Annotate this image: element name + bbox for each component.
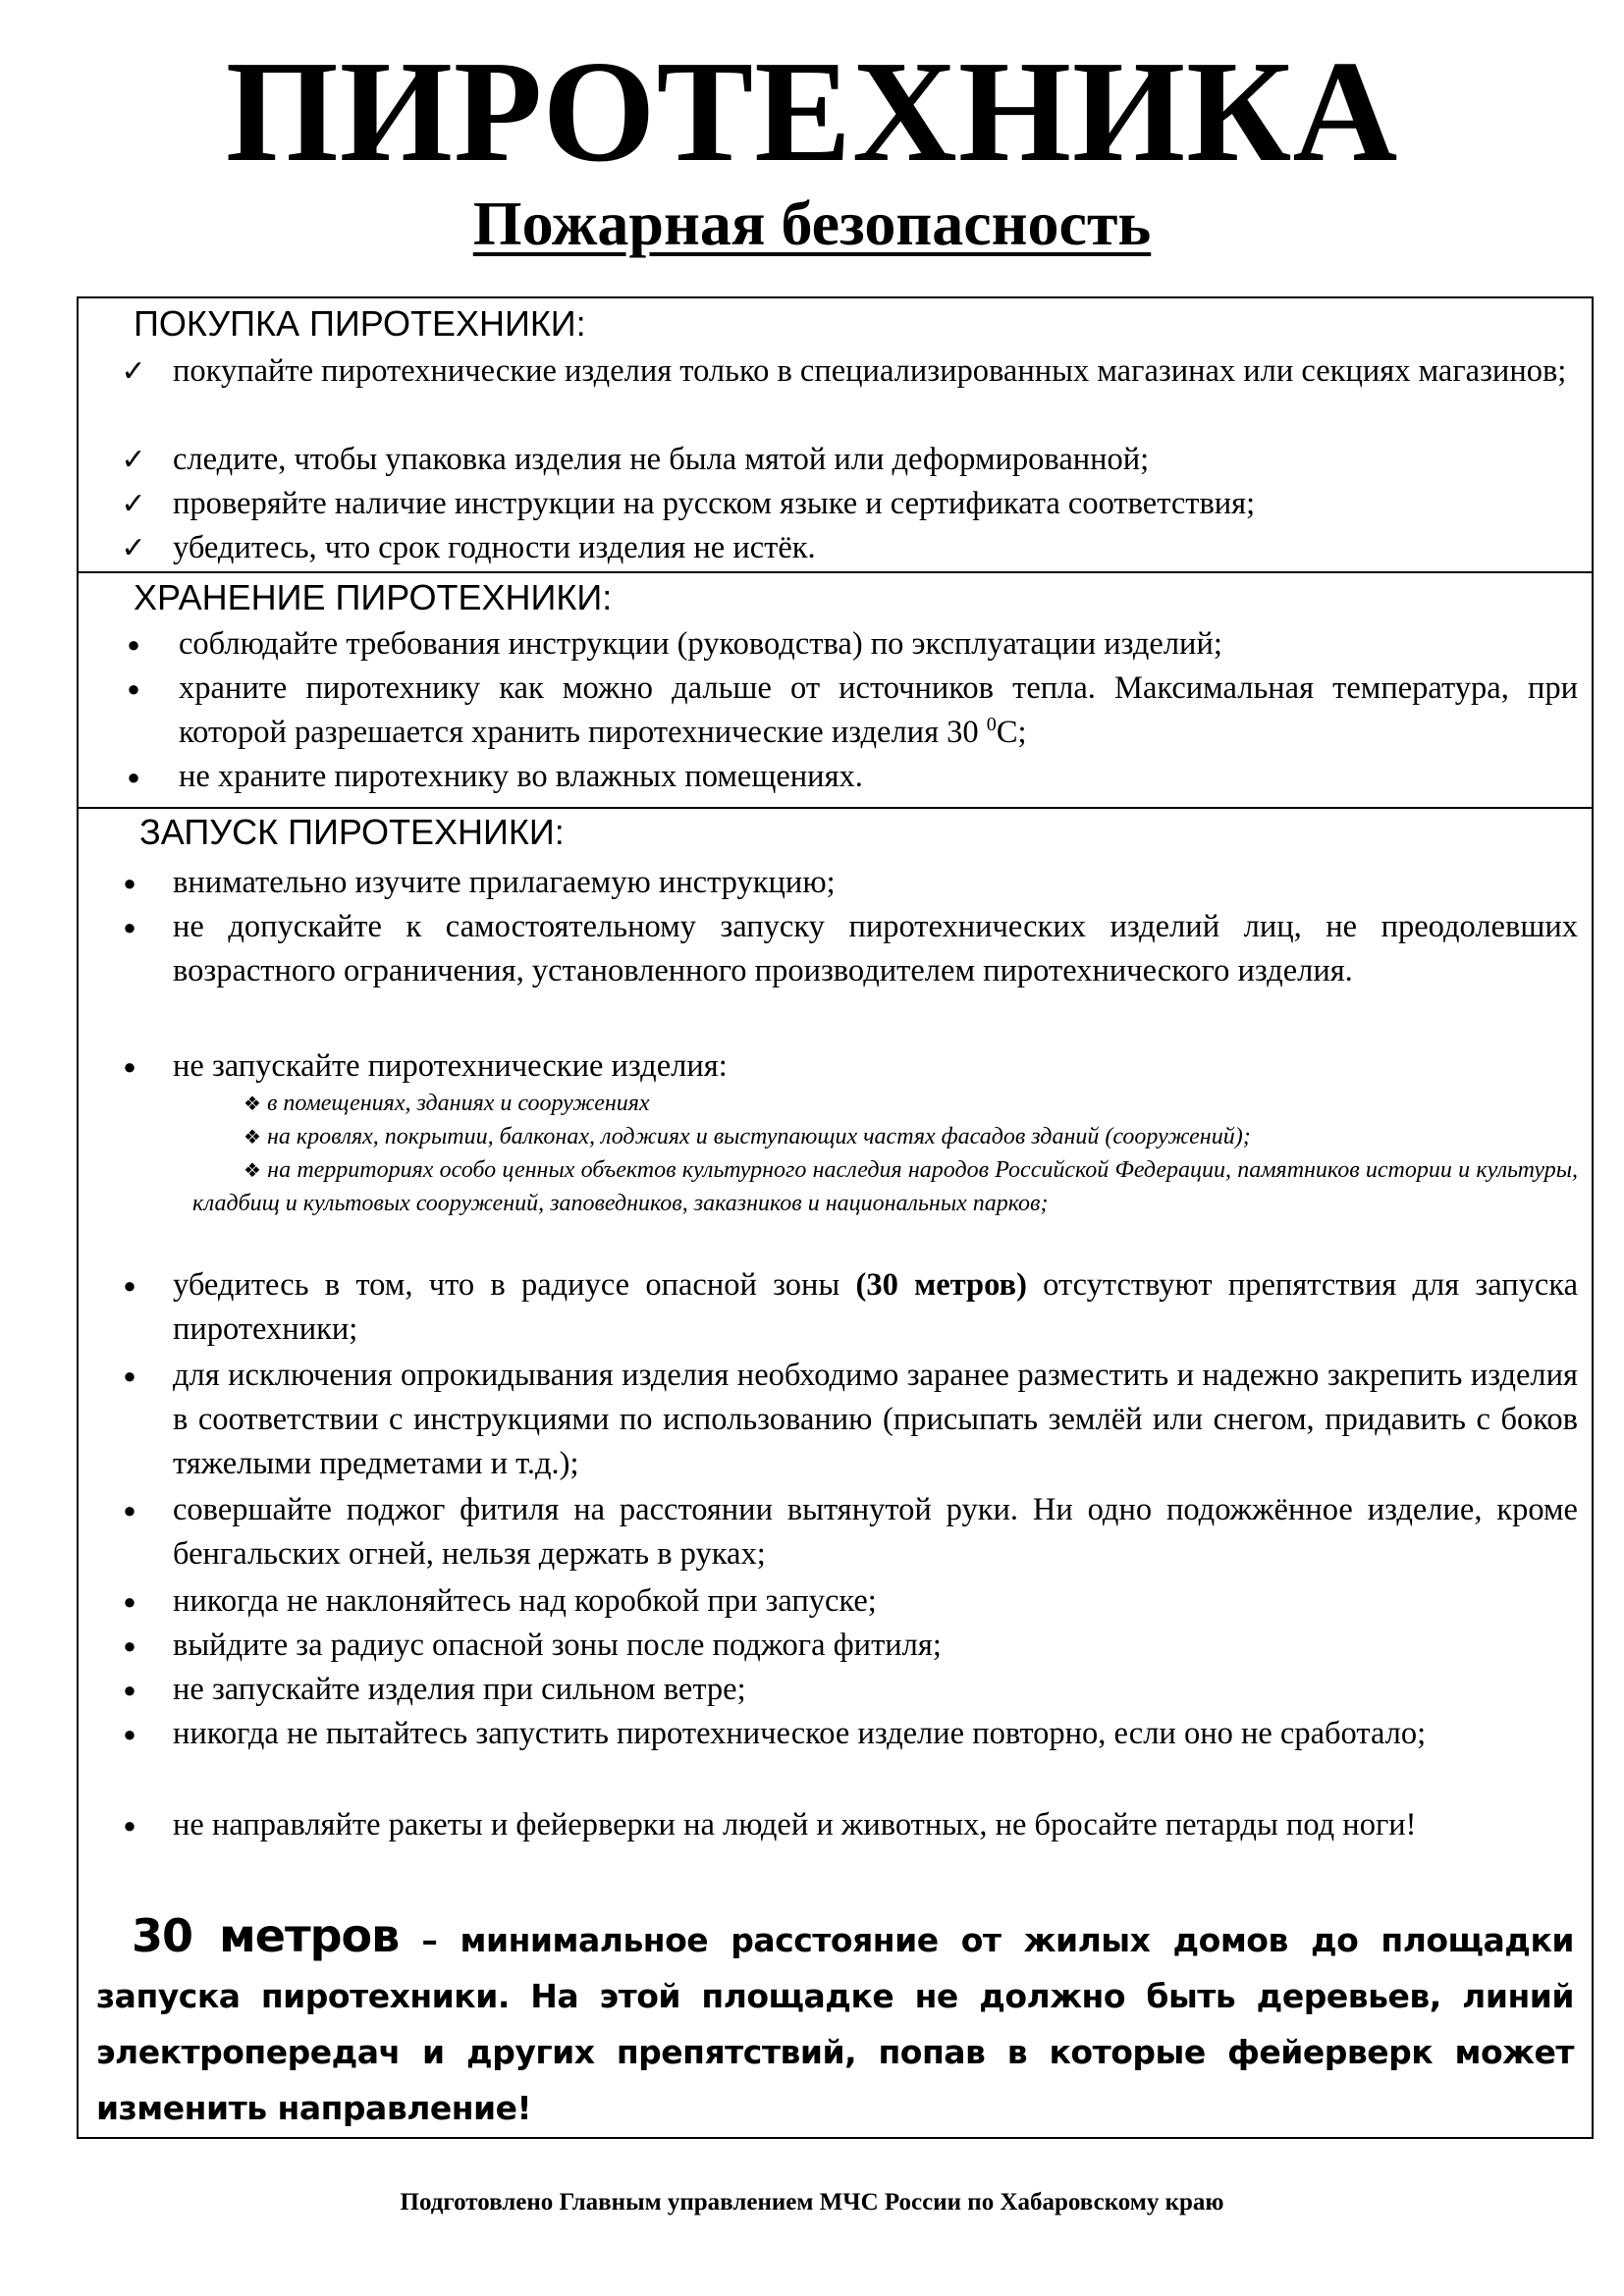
list-item-text: покупайте пиротехнические изделия только в специализированных магазинах или секциях магазинов; <box>173 353 1567 389</box>
bullet-icon: ● <box>123 1633 136 1658</box>
bullet-icon: ● <box>123 1813 136 1838</box>
list-item-text: не допускайте к самостоятельному запуску пиротехнических изделий лиц, не преодолевших возрастного ограничения, установленного производителем пиротехнического изделия. <box>173 909 1578 988</box>
list-item-text: не запускайте пиротехнические изделия: <box>173 1048 728 1084</box>
list-item-text: не запускайте изделия при сильном ветре; <box>173 1672 746 1707</box>
list-item-text: не храните пиротехнику во влажных помещениях. <box>179 759 863 794</box>
checkmark-icon: ✓ <box>121 354 146 389</box>
list-item <box>114 438 1578 482</box>
bullet-icon: ● <box>123 1498 136 1522</box>
list-item <box>114 755 1578 799</box>
degree-superscript: 0 <box>986 714 997 736</box>
note-text: – минимальное расстояние от жилых домов до площадки запуска пиротехники. На этой площадке не должно быть деревьев, линий электропередач и других препятствий, попав в которые фейерверк может изменить направление! <box>96 1921 1574 2127</box>
content-box <box>77 296 1594 2139</box>
list-item <box>110 1579 1578 1624</box>
zone-text-before: убедитесь в том, что в радиусе опасной зоны <box>173 1267 840 1303</box>
diamond-bullet-icon: ❖ <box>244 1158 262 1182</box>
section-divider <box>79 571 1592 573</box>
note-distance: 30 метров <box>132 1909 400 1962</box>
bullet-icon: ● <box>123 1589 136 1614</box>
list-item <box>110 1044 1578 1089</box>
list-item <box>114 526 1578 570</box>
list-item-text: не направляйте ракеты и фейерверки на людей и животных, не бросайте петарды под ноги! <box>173 1807 1417 1842</box>
list-item-text <box>173 1263 1578 1352</box>
sub-list-item <box>244 1087 1578 1120</box>
list-item-text: убедитесь, что срок годности изделия не истёк. <box>173 530 816 565</box>
section-title-storage: ХРАНЕНИЕ ПИРОТЕХНИКИ: <box>134 577 613 617</box>
list-item-text: внимательно изучите прилагаемую инструкцию; <box>173 865 836 900</box>
list-item-text: выйдите за радиус опасной зоны после поджога фитиля; <box>173 1628 942 1663</box>
list-item <box>110 905 1578 1038</box>
list-item <box>110 1488 1578 1576</box>
list-item <box>110 861 1578 905</box>
list-item <box>110 1668 1578 1712</box>
section-title-purchase: ПОКУПКА ПИРОТЕХНИКИ: <box>134 303 586 344</box>
bullet-icon: ● <box>127 676 140 701</box>
bullet-icon: ● <box>123 871 136 895</box>
list-item <box>114 349 1578 438</box>
list-item <box>110 1803 1578 1892</box>
checkmark-icon: ✓ <box>121 443 146 477</box>
bullet-icon: ● <box>123 1678 136 1702</box>
sub-list-item-text: в помещениях, зданиях и сооружениях <box>266 1091 650 1116</box>
diamond-bullet-icon: ❖ <box>244 1092 261 1115</box>
bullet-icon: ● <box>123 1722 136 1746</box>
list-item <box>110 1712 1578 1800</box>
sub-list-item <box>244 1120 1578 1153</box>
list-item-text: никогда не пытайтесь запустить пиротехническое изделие повторно, если оно не сработало; <box>173 1716 1427 1751</box>
list-item-text: совершайте поджог фитиля на расстоянии вытянутой руки. Ни одно подожжённое изделие, кроме бенгальских огней, нельзя держать в руках; <box>173 1492 1578 1572</box>
page-title: ПИРОТЕХНИКА <box>225 31 1399 192</box>
zone-distance: (30 метров) <box>855 1267 1027 1303</box>
section-title-launch: ЗАПУСК ПИРОТЕХНИКИ: <box>139 812 565 852</box>
sub-list-item <box>192 1153 1578 1220</box>
checkmark-icon: ✓ <box>121 531 146 565</box>
list-item <box>114 667 1578 755</box>
list-item-text: никогда не наклоняйтесь над коробкой при запуске; <box>173 1583 877 1619</box>
bullet-icon: ● <box>123 915 136 939</box>
bullet-icon: ● <box>123 1363 136 1388</box>
sub-list-item-text: на территориях особо ценных объектов культурного наследия народов Российской Федерации, памятников истории и культуры, кладбищ и культовых сооружений, заповедников, заказников и национальных парков; <box>192 1157 1578 1216</box>
page-subtitle: Пожарная безопасность <box>472 188 1152 258</box>
checkmark-icon: ✓ <box>121 487 146 521</box>
bullet-icon: ● <box>123 1054 136 1079</box>
bullet-icon: ● <box>127 632 140 657</box>
list-item-text <box>179 667 1578 755</box>
zone-text-after: отсутствуют препятствия для запуска пиротехники; <box>173 1267 1579 1347</box>
list-item-text: для исключения опрокидывания изделия необходимо заранее разместить и надежно закрепить изделия в соответствии с инструкциями по использованию (присыпать землёй или снегом, придавить с боков тяжелыми предметами и т.д.); <box>173 1358 1578 1481</box>
bullet-icon: ● <box>123 1273 136 1298</box>
storage-temp-text: храните пиротехнику как можно дальше от источников тепла. Максимальная температура, при которой разрешается хранить пиротехнические изделия 30 <box>179 670 1578 750</box>
section-divider <box>79 807 1592 809</box>
sub-list-item-text: на кровлях, покрытии, балконах, лоджиях и выступающих частях фасадов зданий (сооружений); <box>266 1124 1251 1149</box>
footer-credit: Подготовлено Главным управлением МЧС России по Хабаровскому краю <box>400 2189 1224 2216</box>
list-item <box>110 1624 1578 1668</box>
diamond-bullet-icon: ❖ <box>244 1125 261 1148</box>
safety-distance-note <box>96 1908 1574 2136</box>
temp-unit: С; <box>996 715 1027 750</box>
list-item-text: проверяйте наличие инструкции на русском языке и сертификата соответствия; <box>173 486 1256 521</box>
bullet-icon: ● <box>127 765 140 789</box>
list-item-text: соблюдайте требования инструкции (руководства) по эксплуатации изделий; <box>179 626 1222 662</box>
list-item <box>114 622 1578 667</box>
list-item <box>114 482 1578 526</box>
list-item <box>110 1354 1578 1486</box>
list-item-text: следите, чтобы упаковка изделия не была мятой или деформированной; <box>173 442 1150 477</box>
list-item <box>110 1263 1578 1352</box>
